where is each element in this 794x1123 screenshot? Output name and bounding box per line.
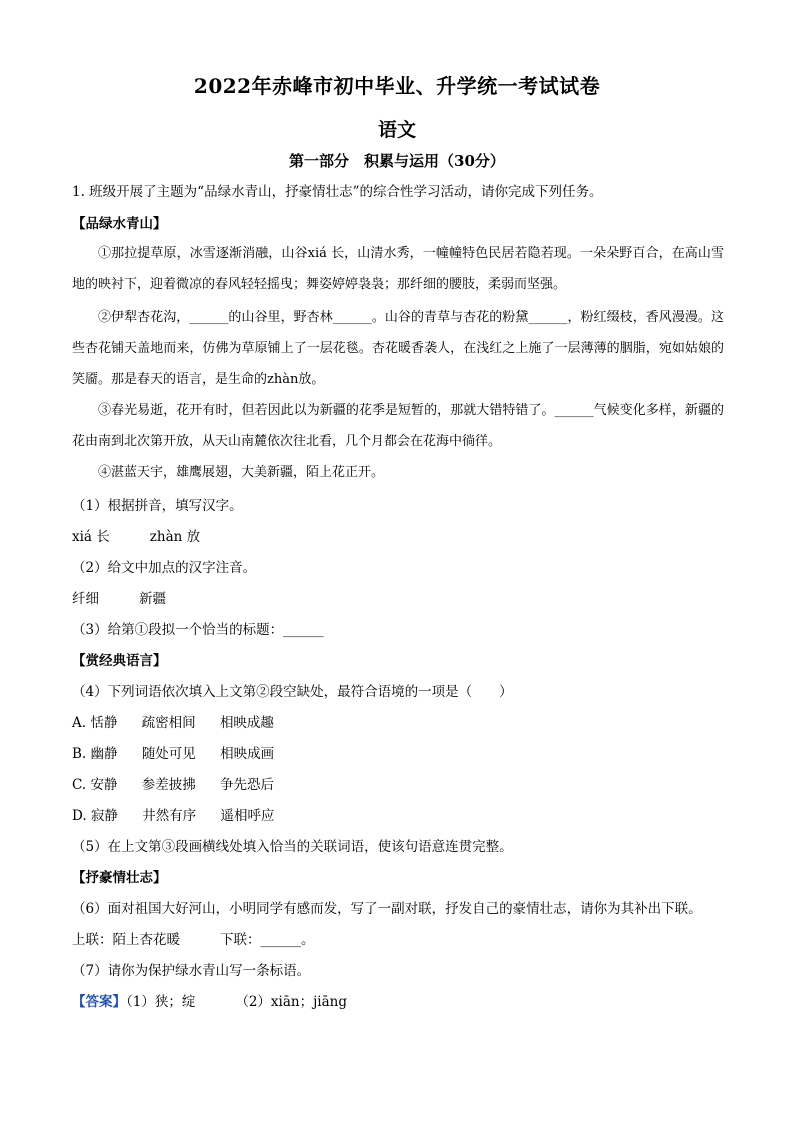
- answer-line: [72, 993, 347, 1011]
- option-word: 相映成画: [220, 746, 275, 762]
- option-label: C.: [72, 777, 87, 793]
- sub-question-3: （3）给第①段拟一个恰当的标题：______: [72, 622, 324, 638]
- pinyin-items: [72, 528, 200, 546]
- option-label: A.: [72, 715, 87, 731]
- option-word: 争先恐后: [220, 777, 275, 793]
- option-word: 井然有序: [142, 808, 197, 824]
- part-title: 第一部分 积累与运用（30分）: [289, 152, 505, 170]
- dotted-word: 纤细: [72, 591, 99, 607]
- sub-question-1: （1）根据拼音，填写汉字。: [72, 498, 243, 514]
- option-word: 安静: [90, 777, 118, 793]
- section-heading-ambition: 【抒豪情壮志】: [72, 870, 167, 886]
- couplet-upper: 上联：陌上杏花暖: [72, 932, 180, 948]
- pinyin-item: xiá 长: [72, 529, 110, 545]
- sub-question-2: （2）给文中加点的汉字注音。: [72, 560, 257, 576]
- option-label: B.: [72, 746, 87, 762]
- passage-paragraph-2: ②伊犁杏花沟，______的山谷里，野杏林______。山谷的青草与杏花的粉黛______，粉红缀枝，香风漫漫。这些杏花铺天盖地而来，仿佛为草原铺上了一层花毯。杏花暖香袭人，在浅红之上施了一层薄薄的胭脂，宛如姑娘的笑靥。那是春天的语言，是生命的zhàn放。: [72, 310, 724, 387]
- sub-question-4: （4）下列词语依次填入上文第②段空缺处，最符合语境的一项是（ ）: [72, 684, 513, 700]
- option-d: [72, 807, 275, 825]
- exam-title: 2022年赤峰市初中毕业、升学统一考试试卷: [193, 74, 601, 98]
- option-b: [72, 745, 274, 763]
- answer-2: （2）xiān；jiāng: [235, 994, 347, 1010]
- couplet: [72, 931, 315, 949]
- pinyin-item: zhàn 放: [149, 529, 201, 545]
- option-word: 遥相呼应: [220, 808, 275, 824]
- sub-question-6: （6）面对祖国大好河山，小明同学有感而发，写了一副对联，抒发自己的豪情壮志，请你为其补出下联。: [72, 901, 702, 917]
- passage-paragraph-3: ③春光易逝，花开有时，但若因此以为新疆的花季是短暂的，那就大错特错了。______气候变化多样，新疆的花由南到北次第开放，从天山南麓依次往北看，几个月都会在花海中徜徉。: [72, 403, 724, 449]
- option-word: 寂静: [90, 808, 118, 824]
- dotted-word: 新疆: [139, 591, 166, 607]
- answer-tag: 【答案】: [72, 994, 126, 1010]
- dotted-char-items: [72, 590, 166, 608]
- option-word: 幽静: [90, 746, 118, 762]
- option-word: 参差披拂: [141, 777, 196, 793]
- answer-1: （1）狭；绽: [126, 994, 196, 1010]
- section-heading-classic-language: 【赏经典语言】: [72, 653, 167, 669]
- option-label: D.: [72, 808, 87, 824]
- passage-paragraph-4: ④湛蓝天宇，雄鹰展翅，大美新疆，陌上花正开。: [98, 465, 385, 480]
- subject-title: 语文: [377, 119, 416, 141]
- section-heading-green-mountains: 【品绿水青山】: [72, 216, 167, 232]
- sub-question-5: （5）在上文第③段画横线处填入恰当的关联词语，使该句语意连贯完整。: [72, 839, 513, 855]
- sub-question-7: （7）请你为保护绿水青山写一条标语。: [72, 963, 311, 979]
- option-c: [72, 776, 274, 794]
- option-word: 随处可见: [141, 746, 196, 762]
- question-intro: 1. 班级开展了主题为“品绿水青山，抒豪情壮志”的综合性学习活动，请你完成下列任务。: [72, 184, 603, 200]
- option-a: [72, 714, 274, 732]
- passage-paragraph-1: ①那拉提草原，冰雪逐渐消融，山谷xiá 长，山清水秀，一幢幢特色民居若隐若现。一朵朵野百合，在高山雪地的映衬下，迎着微凉的春风轻轻摇曳；舞姿婷婷袅袅；那纤细的腰肢，柔弱而坚强。: [72, 246, 724, 292]
- couplet-lower: 下联：______。: [220, 932, 315, 948]
- option-word: 相映成趣: [219, 715, 274, 731]
- option-word: 疏密相间: [141, 715, 196, 731]
- option-word: 恬静: [90, 715, 118, 731]
